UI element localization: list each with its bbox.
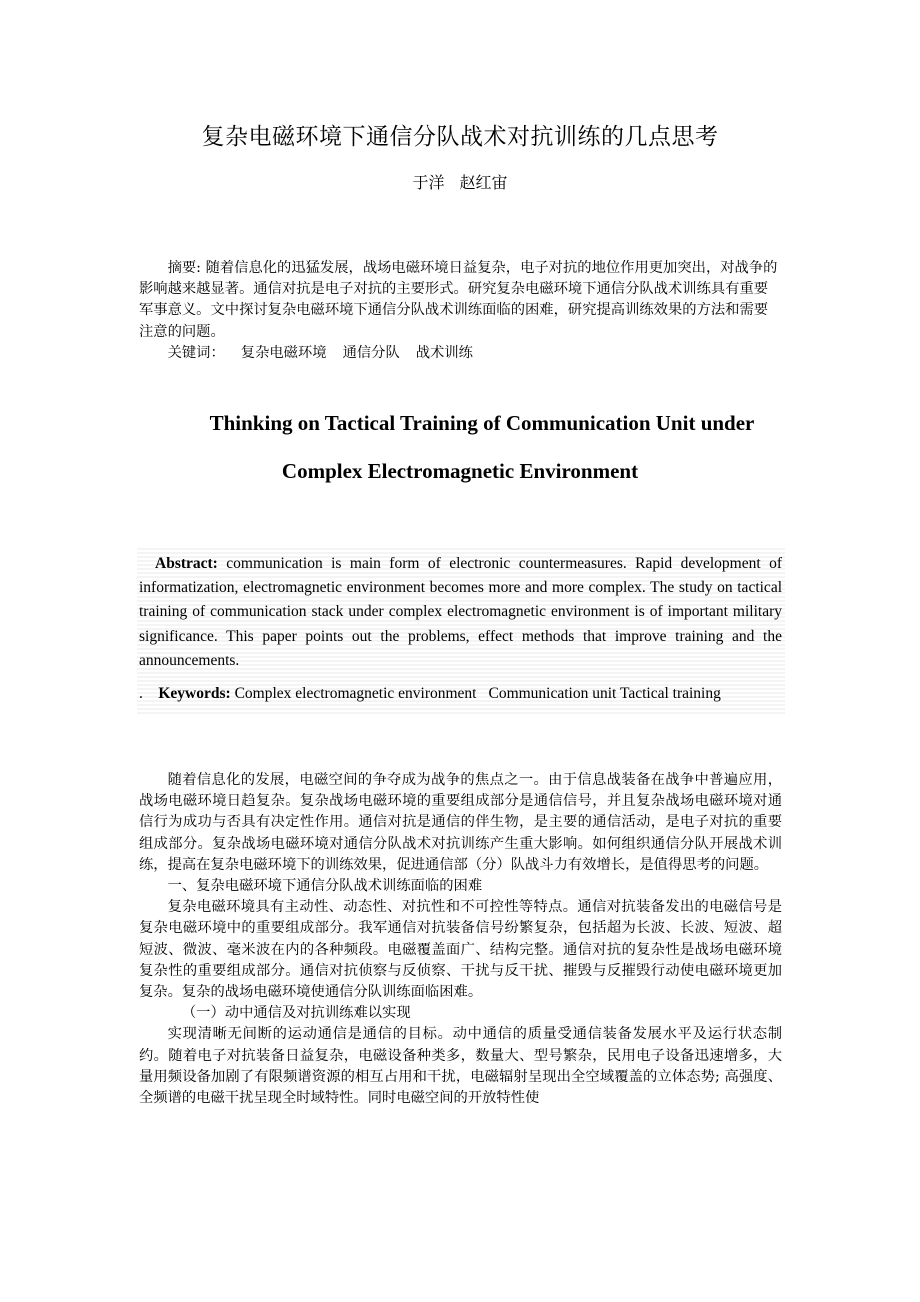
section-heading-1: 一、复杂电磁环境下通信分队战术训练面临的困难 [167,878,483,895]
keywords-en [139,685,782,703]
keywords-en-label: Keywords: [158,685,231,702]
author-name: 于洋 [412,173,445,192]
keyword-cn: 战术训练 [415,344,473,361]
keywords-cn [139,343,782,364]
abstract-cn-paragraph [139,258,782,343]
abstract-en [139,552,782,673]
body-text [139,770,782,1109]
keywords-en-prefix: . [139,685,143,702]
author-name: 赵红宙 [459,173,508,192]
subsection-heading-1: （一）动中通信及对抗训练难以实现 [181,1005,411,1022]
authors [0,170,920,193]
keywords-cn-label: 关键词： [167,344,225,361]
abstract-cn [139,258,782,364]
paper-title-cn: 复杂电磁环境下通信分队战术对抗训练的几点思考 [201,124,719,150]
body-paragraph-2: 复杂电磁环境具有主动性、动态性、对抗性和不可控性等特点。通信对抗装备发出的电磁信号是复杂电磁环境中的重要组成部分。我军通信对抗装备信号纷繁复杂，包括超为长波、长波、短波、超短波、微波、毫米波在内的各种频段。电磁覆盖面广、结构完整。通信对抗的复杂性是战场电磁环境复杂性的重要组成部分。通信对抗侦察与反侦察、干扰与反干扰、摧毁与反摧毁行动使电磁环境更加复杂。复杂的战场电磁环境使通信分队训练面临困难。 [139,899,782,1001]
abstract-cn-text: 随着信息化的迅猛发展，战场电磁环境日益复杂，电子对抗的地位作用更加突出，对战争的影响越来越显著。通信对抗是电子对抗的主要形式。研究复杂电磁环境下通信分队战术训练具有重要军事意义。文中探讨复杂电磁环境下通信分队战术训练面临的困难，研究提高训练效果的方法和需要注意的问题。 [139,260,778,340]
keyword-en: Complex electromagnetic environment [234,685,477,702]
abstract-en-label: Abstract: [155,555,218,572]
paper-title-en-line1: Thinking on Tactical Training of Communication Unit under [209,411,755,435]
keyword-cn: 通信分队 [342,344,400,361]
body-paragraph-1: 随着信息化的发展，电磁空间的争夺成为战争的焦点之一。由于信息战装备在战争中普遍应用，战场电磁环境日趋复杂。复杂战场电磁环境的重要组成部分是通信信号，并且复杂战场电磁环境对通信行为成功与否具有决定性作用。通信对抗是通信的伴生物，是主要的通信活动，是电子对抗的重要组成部分。复杂战场电磁环境对通信分队战术对抗训练产生重大影响。如何组织通信分队开展战术训练，提高在复杂电磁环境下的训练效果，促进通信部（分）队战斗力有效增长，是值得思考的问题。 [139,772,782,873]
abstract-en-text: communication is main form of electronic countermeasures. Rapid development of informatization, electromagnetic environment becomes more and more complex. The study on tactical training of communication stack under complex electromagnetic environment is of important military significance. This paper points out the problems, effect methods that improve training and the announcements. [139,555,783,669]
keyword-cn: 复杂电磁环境 [240,344,327,361]
abstract-cn-label: 摘要: [167,260,202,276]
body-paragraph-3: 实现清晰无间断的运动通信是通信的目标。动中通信的质量受通信装备发展水平及运行状态制约。随着电子对抗装备日益复杂，电磁设备种类多，数量大、型号繁杂，民用电子设备迅速增多，大量用频设备加剧了有限频谱资源的相互占用和干扰，电磁辐射呈现出全空域覆盖的立体态势; 高强度、全频谱的电磁干扰呈现全时域特性。同时电磁空间的开放特性使 [139,1026,782,1107]
keyword-en: Communication unit Tactical training [488,685,721,702]
paper-title-en-line2: Complex Electromagnetic Environment [281,459,639,483]
